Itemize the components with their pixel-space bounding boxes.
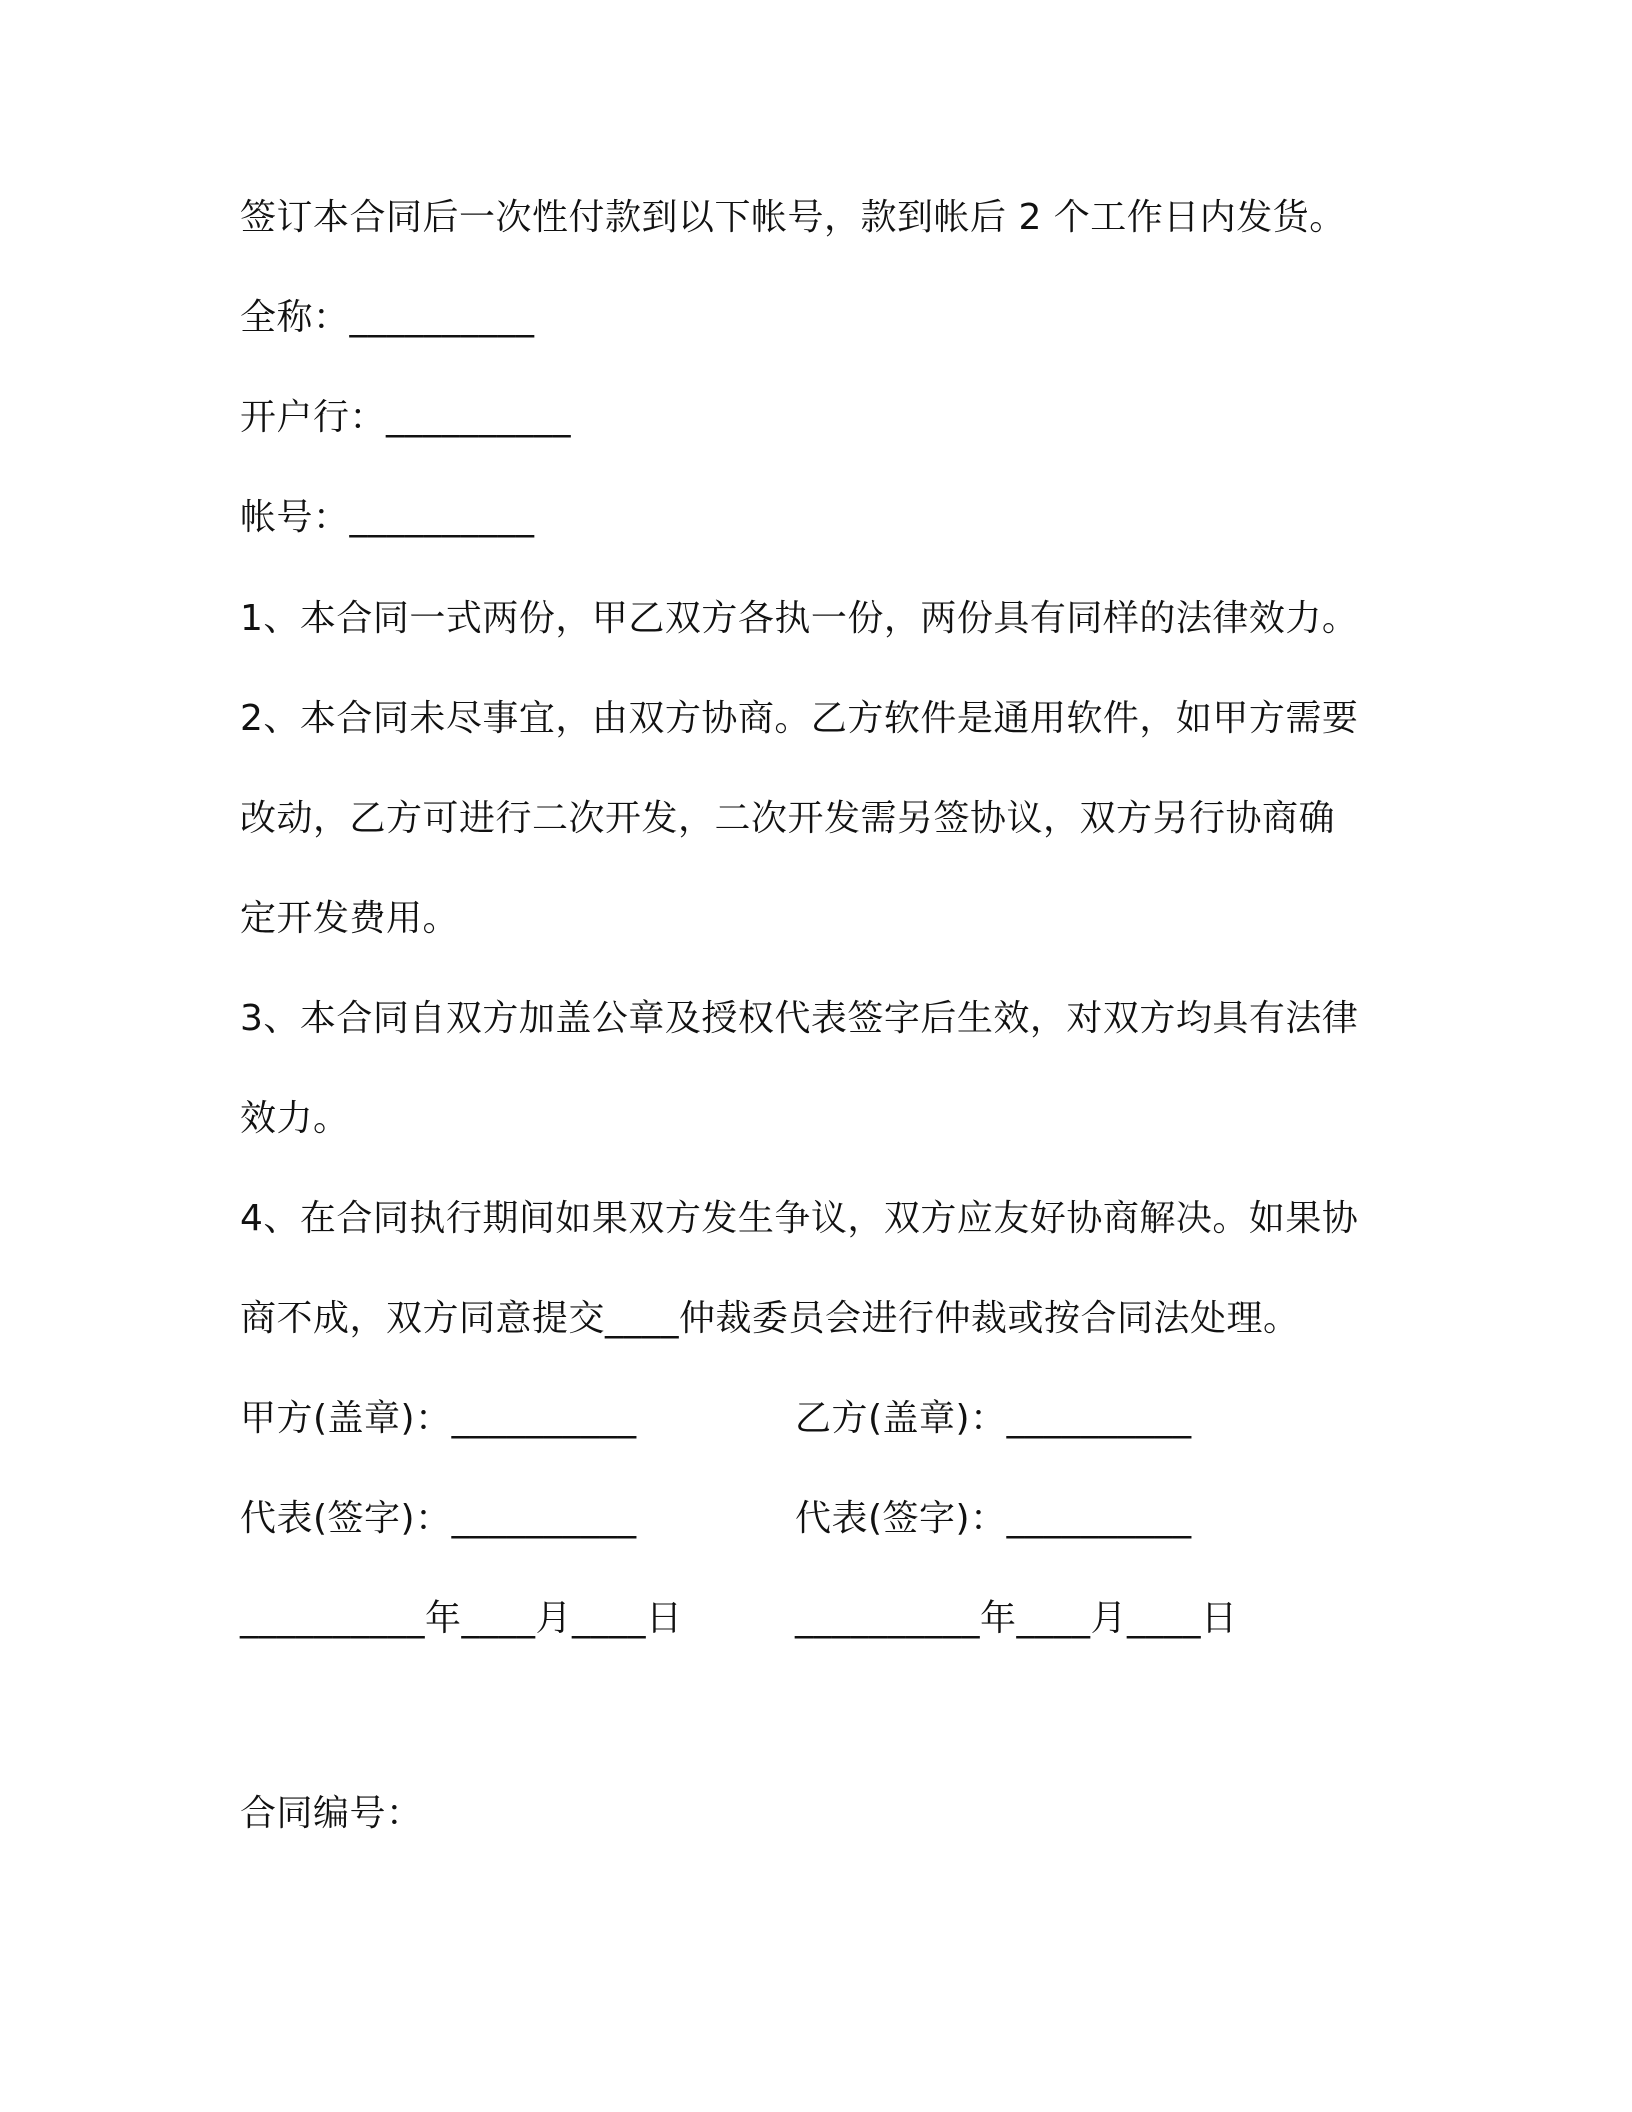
- payment-intro: 签订本合同后一次性付款到以下帐号，款到帐后 2 个工作日内发货。: [240, 197, 1346, 238]
- bank-field: 开户行：__________: [240, 397, 572, 438]
- party-a-date: __________年____月____日: [240, 1598, 683, 1639]
- party-b-date: __________年____月____日: [795, 1598, 1238, 1639]
- clause-2-line-2: 改动，乙方可进行二次开发，二次开发需另签协议，双方另行协商确: [240, 798, 1336, 839]
- clause-3-line-2: 效力。: [240, 1098, 350, 1139]
- account-field: 帐号：__________: [240, 497, 535, 538]
- party-a-representative: 代表(签字)：__________: [240, 1498, 637, 1539]
- contract-number-label: 合同编号：: [240, 1793, 423, 1834]
- party-a-seal: 甲方(盖章)：__________: [240, 1398, 637, 1439]
- party-b-representative: 代表(签字)：__________: [795, 1498, 1192, 1539]
- clause-3-line-1: 3、本合同自双方加盖公章及授权代表签字后生效，对双方均具有法律: [240, 998, 1359, 1039]
- document-page: [240, 0, 1400, 2112]
- clause-1: 1、本合同一式两份，甲乙双方各执一份，两份具有同样的法律效力。: [240, 598, 1359, 639]
- clause-2-line-1: 2、本合同未尽事宜，由双方协商。乙方软件是通用软件，如甲方需要: [240, 698, 1359, 739]
- clause-4-line-2: 商不成，双方同意提交____仲裁委员会进行仲裁或按合同法处理。: [240, 1298, 1300, 1339]
- full-name-field: 全称：__________: [240, 297, 535, 338]
- clause-2-line-3: 定开发费用。: [240, 898, 460, 939]
- party-b-seal: 乙方(盖章)：__________: [795, 1398, 1192, 1439]
- clause-4-line-1: 4、在合同执行期间如果双方发生争议，双方应友好协商解决。如果协: [240, 1198, 1359, 1239]
